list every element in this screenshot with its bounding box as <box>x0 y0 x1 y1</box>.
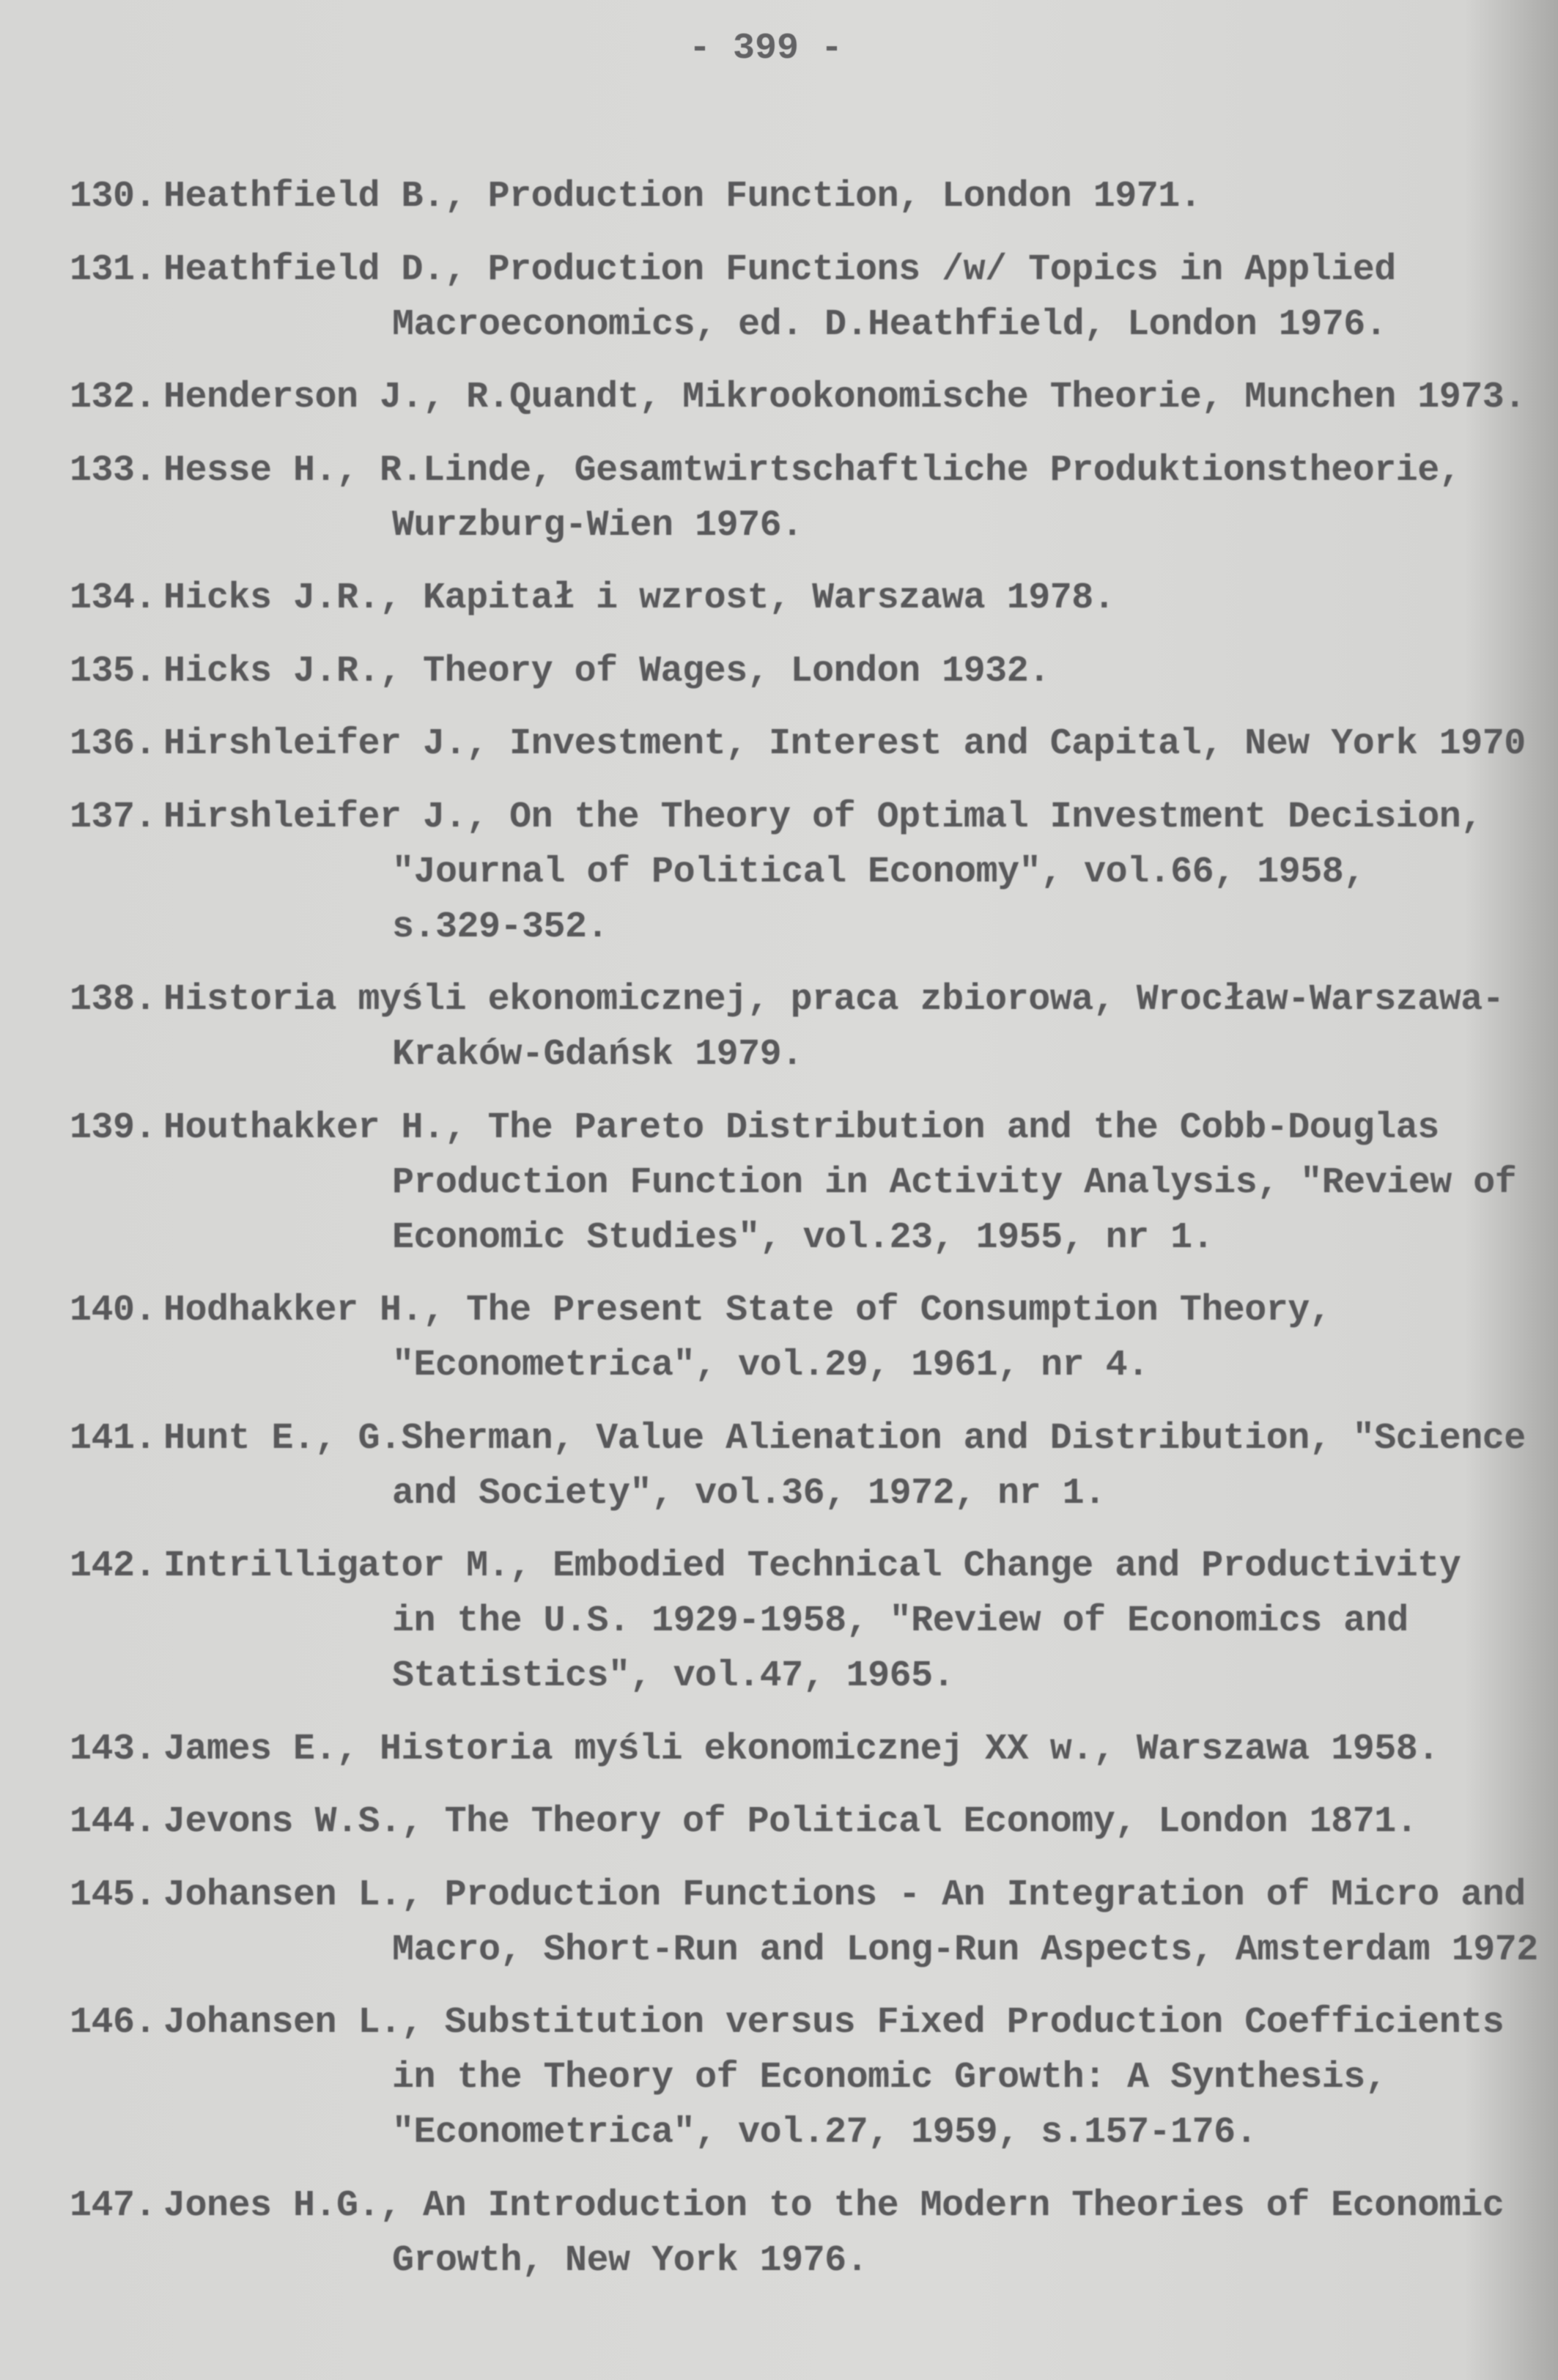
bibliography-entry <box>70 2178 1558 2288</box>
entry-text: Johansen L., Production Functions - An Integration of Micro and <box>163 1874 1526 1916</box>
entry-continuation-line <box>70 1649 1558 1704</box>
entry-number: 144. <box>70 1801 157 1843</box>
entry-number: 135. <box>70 650 157 692</box>
entry-first-line <box>70 972 1558 1027</box>
entry-text: in the Theory of Economic Growth: A Synthesis, <box>392 2057 1387 2099</box>
entry-text: Kraków-Gdańsk 1979. <box>392 1034 803 1076</box>
entry-text: Production Function in Activity Analysis, "Review of <box>392 1161 1517 1204</box>
entry-text: Economic Studies", vol.23, 1955, nr 1. <box>392 1216 1214 1259</box>
entry-text: Hesse H., R.Linde, Gesamtwirtschaftliche Produktionstheorie, <box>163 449 1461 492</box>
bibliography-entry <box>70 644 1558 699</box>
bibliography-entry <box>70 1722 1558 1777</box>
entry-first-line <box>70 1868 1558 1923</box>
entry-first-line <box>70 571 1558 626</box>
entry-number: 145. <box>70 1874 157 1916</box>
entry-text: and Society", vol.36, 1972, nr 1. <box>392 1472 1106 1515</box>
bibliography-entry <box>70 1411 1558 1521</box>
bibliography-entry <box>70 1795 1558 1849</box>
entry-first-line <box>70 1411 1558 1466</box>
entry-continuation-line <box>70 2050 1558 2105</box>
entry-continuation-line <box>70 2233 1558 2288</box>
entry-first-line <box>70 1995 1558 2050</box>
bibliography-entry <box>70 1283 1558 1393</box>
entry-text: Henderson J., R.Quandt, Mikrookonomische Theorie, Munchen 1973. <box>163 377 1526 418</box>
entry-text: Growth, New York 1976. <box>392 2239 868 2282</box>
entry-number: 134. <box>70 577 157 619</box>
bibliography-list <box>70 169 1558 2306</box>
bibliography-entry <box>70 717 1558 772</box>
entry-text: Hirshleifer J., On the Theory of Optimal Investment Decision, <box>163 796 1483 838</box>
entry-first-line <box>70 717 1558 772</box>
bibliography-entry <box>70 370 1558 425</box>
entry-text: Macroeconomics, ed. D.Heathfield, London 1976. <box>392 303 1387 346</box>
entry-text: "Journal of Political Economy", vol.66, 1958, <box>392 851 1365 893</box>
entry-first-line <box>70 790 1558 845</box>
bibliography-entry <box>70 1539 1558 1704</box>
entry-first-line <box>70 243 1558 298</box>
entry-text: Hunt E., G.Sherman, Value Alienation and Distribution, "Science <box>163 1417 1526 1460</box>
entry-text: "Econometrica", vol.29, 1961, nr 4. <box>392 1345 1149 1386</box>
entry-text: Hirshleifer J., Investment, Interest and Capital, New York 1970 <box>163 723 1526 765</box>
bibliography-entry <box>70 1995 1558 2160</box>
entry-first-line <box>70 1283 1558 1338</box>
entry-number: 140. <box>70 1290 157 1331</box>
entry-text: Hicks J.R., Theory of Wages, London 1932. <box>163 650 1050 692</box>
bibliography-entry <box>70 443 1558 553</box>
entry-first-line <box>70 644 1558 699</box>
entry-text: Jones H.G., An Introduction to the Modern Theories of Economic <box>163 2184 1505 2227</box>
entry-continuation-line <box>70 1027 1558 1082</box>
entry-number: 141. <box>70 1417 157 1460</box>
entry-text: Historia myśli ekonomicznej, praca zbiorowa, Wrocław-Warszawa- <box>163 979 1505 1021</box>
entry-continuation-line <box>70 1338 1558 1393</box>
bibliography-entry <box>70 169 1558 224</box>
entry-number: 139. <box>70 1106 157 1149</box>
entry-continuation-line <box>70 1594 1558 1649</box>
entry-text: Hodhakker H., The Present State of Consumption Theory, <box>163 1290 1332 1331</box>
entry-text: Intrilligator M., Embodied Technical Change and Productivity <box>163 1545 1461 1587</box>
entry-number: 142. <box>70 1545 157 1587</box>
bibliography-entry <box>70 790 1558 955</box>
entry-continuation-line <box>70 2105 1558 2160</box>
entry-continuation-line <box>70 498 1558 553</box>
entry-first-line <box>70 443 1558 498</box>
entry-first-line <box>70 2178 1558 2233</box>
entry-continuation-line <box>70 845 1558 900</box>
entry-text: Macro, Short-Run and Long-Run Aspects, Amsterdam 1972 <box>392 1929 1538 1971</box>
entry-number: 132. <box>70 377 157 418</box>
bibliography-entry <box>70 972 1558 1082</box>
entry-number: 138. <box>70 979 157 1021</box>
entry-first-line <box>70 1101 1558 1156</box>
entry-number: 131. <box>70 248 157 291</box>
entry-continuation-line <box>70 1156 1558 1211</box>
entry-continuation-line <box>70 900 1558 955</box>
entry-first-line <box>70 1722 1558 1777</box>
bibliography-entry <box>70 1868 1558 1978</box>
entry-first-line <box>70 1795 1558 1849</box>
entry-number: 147. <box>70 2184 157 2227</box>
entry-text: in the U.S. 1929-1958, "Review of Economics and <box>392 1600 1409 1642</box>
bibliography-entry <box>70 1101 1558 1265</box>
entry-text: Jevons W.S., The Theory of Political Economy, London 1871. <box>163 1801 1418 1843</box>
entry-text: James E., Historia myśli ekonomicznej XX w., Warszawa 1958. <box>163 1728 1439 1770</box>
entry-text: s.329-352. <box>392 906 609 948</box>
entry-number: 130. <box>70 176 157 218</box>
entry-text: Heathfield B., Production Function, London 1971. <box>163 176 1202 218</box>
entry-number: 136. <box>70 723 157 765</box>
entry-text: Heathfield D., Production Functions /w/ Topics in Applied <box>163 248 1396 291</box>
entry-continuation-line <box>70 1923 1558 1978</box>
entry-text: Wurzburg-Wien 1976. <box>392 504 803 547</box>
entry-first-line <box>70 370 1558 425</box>
entry-text: Statistics", vol.47, 1965. <box>392 1655 955 1697</box>
entry-first-line <box>70 1539 1558 1594</box>
entry-text: Hicks J.R., Kapitał i wzrost, Warszawa 1978. <box>163 577 1115 619</box>
entry-number: 143. <box>70 1728 157 1770</box>
entry-number: 133. <box>70 449 157 492</box>
entry-text: "Econometrica", vol.27, 1959, s.157-176. <box>392 2112 1258 2154</box>
entry-number: 146. <box>70 2002 157 2044</box>
entry-text: Houthakker H., The Pareto Distribution and the Cobb-Douglas <box>163 1106 1439 1149</box>
page-number: - 399 - <box>688 28 843 70</box>
entry-first-line <box>70 169 1558 224</box>
entry-continuation-line <box>70 298 1558 352</box>
entry-continuation-line <box>70 1466 1558 1521</box>
entry-text: Johansen L., Substitution versus Fixed Production Coefficients <box>163 2002 1505 2044</box>
bibliography-entry <box>70 571 1558 626</box>
entry-number: 137. <box>70 796 157 838</box>
entry-continuation-line <box>70 1211 1558 1265</box>
bibliography-entry <box>70 243 1558 352</box>
